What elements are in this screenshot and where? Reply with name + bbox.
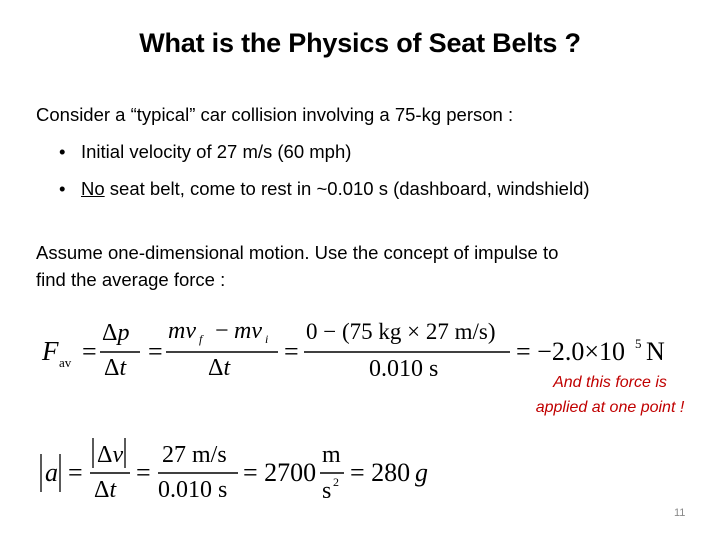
svg-text:f: f bbox=[199, 332, 203, 346]
intro-text: Consider a “typical” car collision involving a 75-kg person : bbox=[36, 104, 514, 125]
svg-text:0 − (75 kg × 27 m/s): 0 − (75 kg × 27 m/s) bbox=[306, 319, 496, 344]
svg-text:i: i bbox=[265, 332, 269, 346]
bullet-dot-icon: • bbox=[59, 141, 66, 162]
assumption-line-2: find the average force : bbox=[36, 269, 226, 290]
svg-text:=: = bbox=[148, 337, 163, 366]
svg-text:=: = bbox=[136, 458, 151, 487]
svg-text:5: 5 bbox=[635, 336, 642, 351]
bullet-text: Initial velocity of 27 m/s (60 mph) bbox=[81, 141, 352, 162]
svg-text:0.010 s: 0.010 s bbox=[158, 477, 228, 503]
svg-text:=: = bbox=[284, 337, 299, 366]
svg-text:Δv: Δv bbox=[97, 442, 124, 468]
bullet-underlined-word: No bbox=[81, 178, 105, 199]
bullet-text: seat belt, come to rest in ~0.010 s (dashboard, windshield) bbox=[104, 178, 590, 199]
svg-text:Δt: Δt bbox=[94, 477, 117, 503]
svg-text:mv: mv bbox=[168, 318, 196, 344]
svg-text:=: = bbox=[68, 458, 83, 487]
svg-text:g: g bbox=[415, 458, 428, 487]
bullet-item-2 bbox=[59, 175, 590, 202]
svg-text:0.010 s: 0.010 s bbox=[369, 356, 439, 382]
svg-text:m: m bbox=[322, 442, 341, 468]
svg-text:a: a bbox=[45, 458, 58, 487]
svg-text:F: F bbox=[42, 336, 59, 366]
svg-text:−: − bbox=[215, 318, 229, 344]
bullet-dot-icon: • bbox=[59, 178, 66, 199]
force-note bbox=[510, 370, 710, 420]
bullet-item-1 bbox=[59, 138, 351, 165]
svg-text:Δt: Δt bbox=[208, 355, 231, 381]
svg-text:s: s bbox=[322, 478, 332, 504]
assumption-text bbox=[36, 239, 696, 293]
assumption-line-1: Assume one-dimensional motion. Use the concept of impulse to bbox=[36, 242, 559, 263]
svg-text:= −2.0×10: = −2.0×10 bbox=[516, 337, 625, 366]
svg-text:N: N bbox=[646, 337, 665, 366]
svg-text:mv: mv bbox=[234, 318, 262, 344]
note-line-2: applied at one point ! bbox=[535, 399, 685, 416]
svg-text:Δp: Δp bbox=[102, 320, 130, 346]
svg-text:= 280: = 280 bbox=[350, 458, 411, 487]
svg-text:= 2700: = 2700 bbox=[243, 458, 317, 487]
slide-title: What is the Physics of Seat Belts ? bbox=[139, 28, 581, 58]
svg-text:27 m/s: 27 m/s bbox=[162, 442, 227, 468]
svg-text:av: av bbox=[59, 355, 72, 370]
svg-text:Δt: Δt bbox=[104, 355, 127, 381]
note-line-1: And this force is bbox=[553, 374, 667, 391]
page-number: 11 bbox=[674, 507, 686, 519]
svg-text:2: 2 bbox=[333, 475, 339, 489]
svg-text:=: = bbox=[82, 337, 97, 366]
acceleration-equation bbox=[36, 432, 456, 512]
